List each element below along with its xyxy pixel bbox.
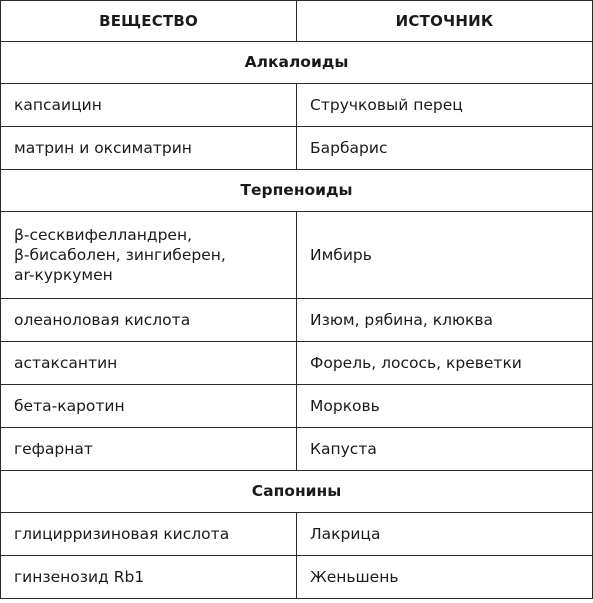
table-row — [1, 428, 593, 471]
substance-cell: гинзенозид Rb1 — [1, 556, 297, 599]
substance-cell: олеаноловая кислота — [1, 299, 297, 342]
source-cell: Форель, лосось, креветки — [297, 342, 593, 385]
substance-cell: бета-каротин — [1, 385, 297, 428]
source-cell: Морковь — [297, 385, 593, 428]
table-header-row — [1, 1, 593, 42]
table-row — [1, 84, 593, 127]
section-title-alkaloids: Алкалоиды — [1, 42, 593, 84]
section-row — [1, 170, 593, 212]
source-cell: Капуста — [297, 428, 593, 471]
source-cell: Женьшень — [297, 556, 593, 599]
section-title-terpenoids: Терпеноиды — [1, 170, 593, 212]
source-cell: Имбирь — [297, 212, 593, 299]
table-row — [1, 385, 593, 428]
table-row — [1, 342, 593, 385]
table-row — [1, 127, 593, 170]
source-cell: Лакрица — [297, 513, 593, 556]
source-cell: Изюм, рябина, клюква — [297, 299, 593, 342]
source-cell: Стручковый перец — [297, 84, 593, 127]
source-cell: Барбарис — [297, 127, 593, 170]
substance-cell: капсаицин — [1, 84, 297, 127]
substance-cell: астаксантин — [1, 342, 297, 385]
header-substance: ВЕЩЕСТВО — [1, 1, 297, 42]
substance-cell: матрин и оксиматрин — [1, 127, 297, 170]
table-row — [1, 513, 593, 556]
substance-cell: β-сесквифелландрен, β-бисаболен, зингиберен, ar-куркумен — [1, 212, 297, 299]
header-source: ИСТОЧНИК — [297, 1, 593, 42]
table-row — [1, 299, 593, 342]
section-row — [1, 471, 593, 513]
substance-cell: глицирризиновая кислота — [1, 513, 297, 556]
section-row — [1, 42, 593, 84]
section-title-saponins: Сапонины — [1, 471, 593, 513]
substance-cell: гефарнат — [1, 428, 297, 471]
table-row — [1, 212, 593, 299]
table-row — [1, 556, 593, 599]
